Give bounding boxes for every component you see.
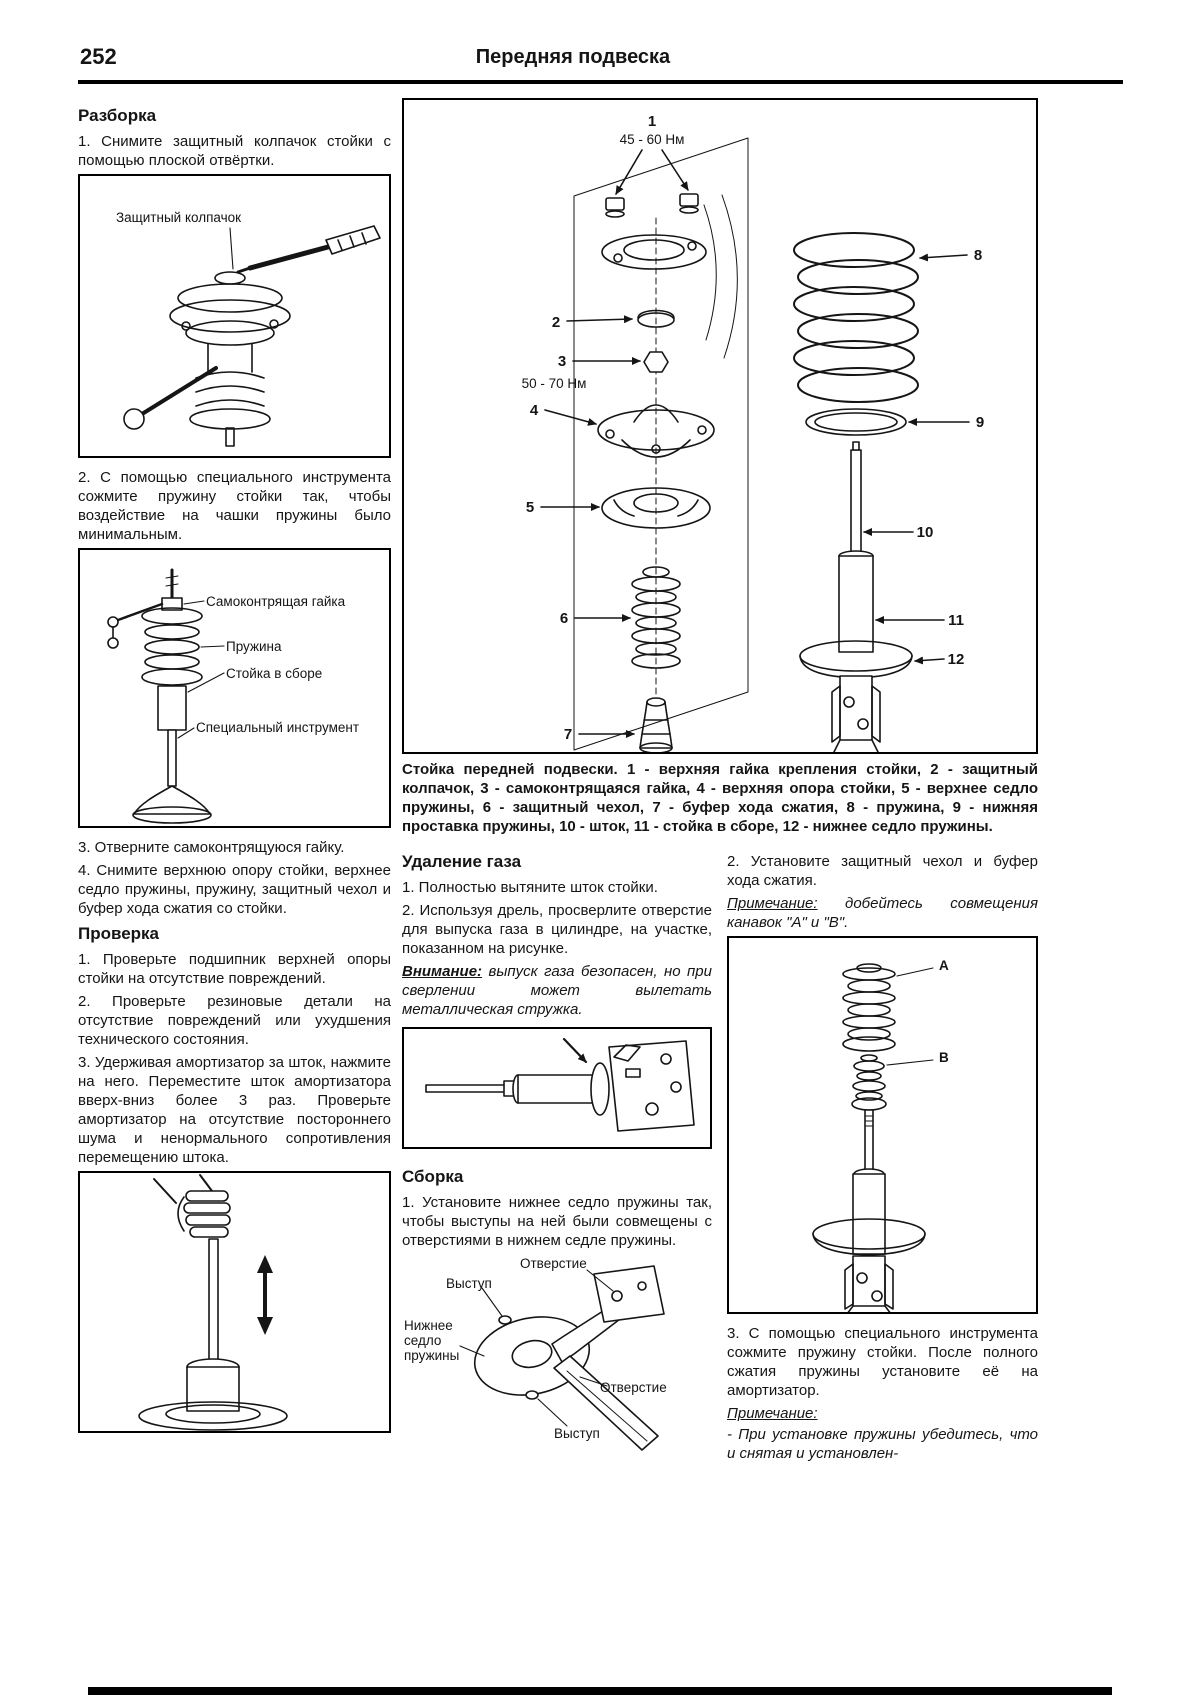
up-down-arrow-icon	[257, 1255, 273, 1335]
hole-bottom-label: Отверстие	[600, 1380, 667, 1395]
figure-rod-press-check	[78, 1171, 391, 1433]
left-column	[78, 100, 391, 1443]
warning-label: Внимание:	[402, 963, 483, 980]
razborka-step-2: 2. С помощью специального инструмента сожмите пружину стойки так, чтобы воздействие на чашки пружины было минимальным.	[78, 469, 391, 543]
cap-label: Защитный колпачок	[116, 210, 242, 225]
part-number-9: 9	[975, 414, 985, 431]
part-number-8: 8	[973, 247, 983, 264]
right-note-2-label-line	[727, 1404, 1038, 1423]
right-step-2: 2. Установите защитный чехол и буфер хода сжатия.	[727, 853, 1038, 889]
warning-text: выпуск газа безопасен, но при сверлении может вылетать металлическая стружка.	[402, 963, 712, 1018]
gas-step-1: 1. Полностью вытяните шток стойки.	[402, 879, 658, 896]
strut-assembly-label: Стойка в сборе	[226, 666, 323, 681]
part-number-4: 4	[529, 402, 539, 419]
locknut-label: Самоконтрящая гайка	[206, 594, 346, 609]
groove-a-label: А	[939, 958, 949, 973]
figure-seat-alignment	[402, 1256, 708, 1456]
heading-razborka: Разборка	[78, 106, 157, 125]
figure-boot-bumper	[727, 936, 1038, 1314]
header-rule	[78, 80, 1123, 84]
proverka-step-1: 1. Проверьте подшипник верхней опоры стойки на отсутствие повреждений.	[78, 951, 391, 987]
gas-step-2: 2. Используя дрель, просверлите отверстие для выпуска газа в цилиндре, на участке, показанном на рисунке.	[402, 902, 712, 957]
note1-text: добейтесь совмещения канавок "А" и "В".	[727, 895, 1038, 931]
razborka-step-1: 1. Снимите защитный колпачок стойки с помощью плоской отвёртки.	[78, 133, 391, 169]
figure-gas-drill	[402, 1027, 712, 1149]
part-number-10: 10	[916, 524, 934, 541]
torque-nut-label: 50 - 70 Нм	[521, 376, 587, 391]
sborka-step-1: 1. Установите нижнее седло пружины так, чтобы выступы на ней были совмещены с отверстиями в нижнем седле пружины.	[402, 1194, 712, 1249]
heading-sborka: Сборка	[402, 1167, 464, 1186]
exploded-figure-caption: Стойка передней подвески. 1 - верхняя гайка крепления стойки, 2 - защитный колпачок, 3 - самоконтрящаяся гайка, 4 - верхняя опора стойки, 5 - верхнее седло пружины, 6 - защитный чехол, 7 - буфер хода сжатия, 8 - пружина, 9 - нижняя проставка пружины, 10 - шток, 11 - стойка в сборе, 12 - нижнее седло пружины.	[402, 761, 1038, 835]
spring-compressor-drawing	[80, 550, 389, 826]
note1-label: Примечание:	[727, 895, 818, 912]
right-step-3: 3. С помощью специального инструмента сожмите пружину стойки. После полного сжатия пружины установите её на амортизатор.	[727, 1325, 1038, 1399]
page-bottom-scan-bar	[88, 1687, 1112, 1695]
part-number-12: 12	[947, 651, 965, 668]
right-column	[727, 852, 1038, 1467]
right-note-2-item: - При установке пружины убедитесь, что и снятая и установлен-	[727, 1426, 1038, 1462]
heading-proverka: Проверка	[78, 924, 160, 943]
right-note-1	[727, 894, 1038, 932]
boot-bumper-drawing	[729, 938, 1036, 1312]
spring-label: Пружина	[226, 639, 282, 654]
tab-bottom-label: Выступ	[554, 1426, 600, 1441]
strut-exploded-drawing	[404, 100, 1036, 752]
part-number-7: 7	[563, 726, 573, 743]
part-number-3: 3	[557, 353, 567, 370]
lower-seat-label: Нижнее седло пружины	[404, 1318, 460, 1363]
page-number: 252	[80, 44, 117, 69]
proverka-step-2: 2. Проверьте резиновые детали на отсутствие повреждений или ухудшения технического состояния.	[78, 993, 391, 1048]
figure-spring-compressor	[78, 548, 391, 828]
middle-column	[402, 852, 712, 1456]
gas-warning	[402, 962, 712, 1019]
tab-top-label: Выступ	[446, 1276, 492, 1291]
razborka-step-4: 4. Снимите верхнюю опору стойки, верхнее седло пружины, пружину, защитный чехол и буфер хода сжатия со стойки.	[78, 862, 391, 917]
part-number-6: 6	[559, 610, 569, 627]
groove-b-label: В	[939, 1050, 949, 1065]
rod-press-drawing	[80, 1173, 389, 1431]
part-number-1: 1	[647, 113, 657, 130]
gas-drill-drawing	[404, 1029, 710, 1147]
part-number-5: 5	[525, 499, 535, 516]
page-title: Передняя подвеска	[475, 46, 671, 68]
figure-cap-removal	[78, 174, 391, 458]
part-number-11: 11	[948, 612, 964, 629]
proverka-step-3: 3. Удерживая амортизатор за шток, нажмите на него. Переместите шток амортизатора вверх-вниз более 3 раз. Проверьте амортизатор на отсутствие постороннего шума и ненормального сопротивления перемещению штока.	[78, 1054, 391, 1166]
note2-label: Примечание:	[727, 1405, 818, 1422]
special-tool-label: Специальный инструмент	[196, 720, 360, 735]
heading-gas-removal: Удаление газа	[402, 852, 522, 871]
hole-top-label: Отверстие	[520, 1256, 587, 1271]
torque-top-label: 45 - 60 Нм	[619, 132, 685, 147]
razborka-step-3: 3. Отверните самоконтрящуюся гайку.	[78, 839, 345, 856]
figure-strut-exploded	[402, 98, 1038, 754]
part-number-2: 2	[551, 314, 561, 331]
